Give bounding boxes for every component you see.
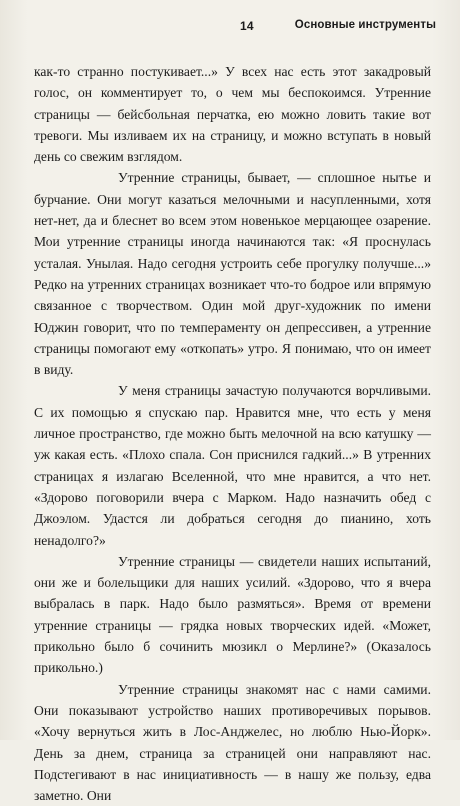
paragraph: У меня страницы зачастую получаются ворчливыми. С их помощью я спускаю пар. Нравится мне, что есть у меня личное пространство, где можно быть мелочной на всю катушку — уж какая есть. «Плохо спала. Сон приснился гадкий...» В утренних страницах я излагаю Вселенной, что мне нравится, а что нет. «Здорово поговорили вчера с Марком. Надо назначить обед с Джоэлом. Удастся ли добраться сегодня до пианино, хоть ненадолго?» [34, 383, 431, 548]
page-number: 14 [240, 19, 254, 33]
running-title: Основные инструменты [294, 19, 436, 31]
paragraph: Утренние страницы — свидетели наших испытаний, они же и болельщики для наших усилий. «Здорово, что я вчера выбралась в парк. Надо было размяться». Время от времени утренние страницы — грядка новых творческих идей. «Может, прикольно было б сочинить мюзикл о Мерлине?» (Оказалось прикольно.) [34, 553, 431, 676]
paragraph: как-то странно постукивает...» У всех нас есть этот закадровый голос, он комментирует то, о чем мы беспокоимся. Утренние страницы — бейсбольная перчатка, ею можно ловить такие вот тревоги. Мы изливаем их на страницу, и можно вступать в новый день со свежим взглядом. [34, 64, 431, 165]
paragraph: Утренние страницы знакомят нас с нами самими. Они показывают устройство наших противоречивых порывов. «Хочу вернуться жить в Лос-Анджелес, но люблю Нью-Йорк». День за днем, страница за страницей они направляют нас. Подстегивают в нас инициативность — в нашу же пользу, едва заметно. Они [34, 681, 431, 804]
paragraph: Утренние страницы, бывает, — сплошное нытье и бурчание. Они могут казаться мелочными и насупленными, хотя нет-нет, да и блеснет во всем этом новенькое мерцающее озарение. Мои утренние страницы иногда начинаются так: «Я проснулась усталая. Унылая. Надо сегодня устроить себе прогулку получше...» Редко на утренних страницах возникает что-то бодрое или впрямую связанное с творчеством. Один мой друг-художник по имени Юджин говорит, что по темпераменту он депрессивен, а утренние страницы помогают ему «откопать» утро. Я понимаю, что он имеет в виду. [34, 170, 431, 378]
page-header [0, 19, 460, 39]
body-text [34, 61, 431, 806]
